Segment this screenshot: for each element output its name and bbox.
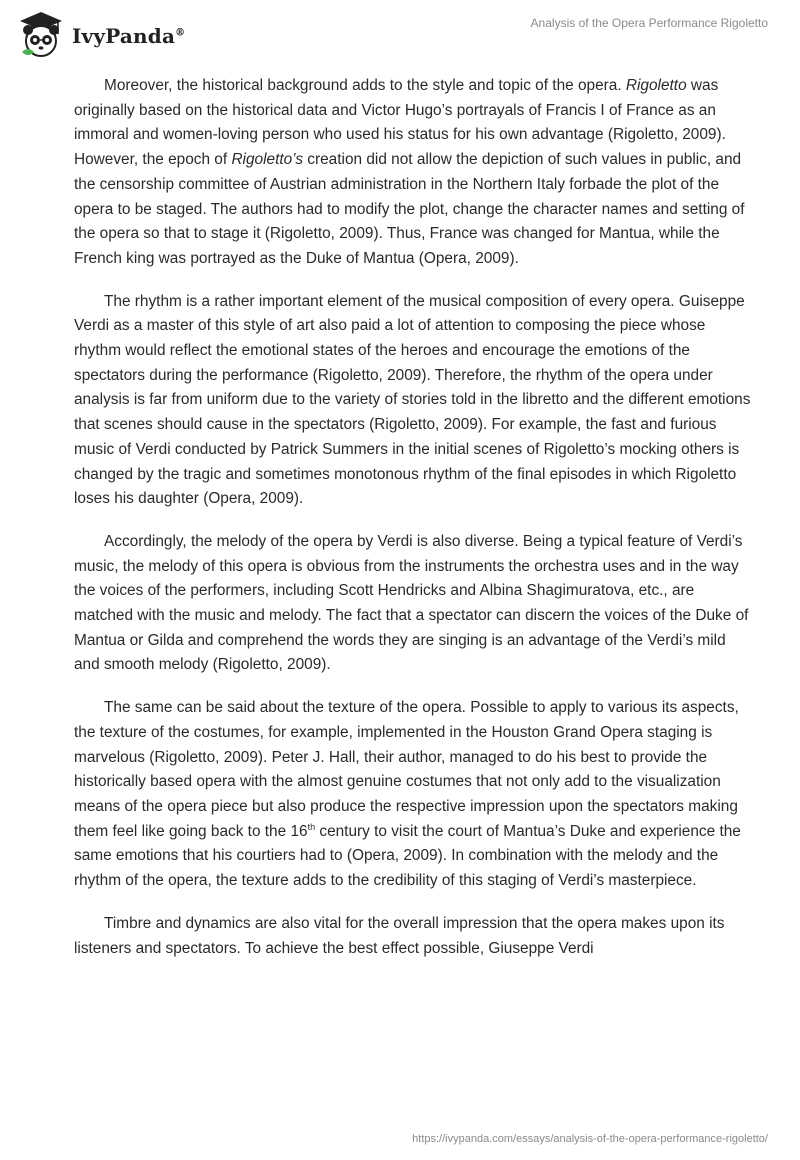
- essay-body: [74, 74, 752, 979]
- document-title: Analysis of the Opera Performance Rigoletto: [530, 16, 768, 30]
- paragraph-historical-background: Moreover, the historical background adds to the style and topic of the opera. Rigoletto was originally based on the historical data and Victor Hugo’s portrayals of Francis I of France as an immoral and women-loving person who used his status for his own advantage (Rigoletto, 2009). However, the epoch of Rigoletto’s creation did not allow the depiction of such values in public, and the censorship committee of Austrian administration in the Northern Italy forbade the plot of the opera to be staged. The authors had to modify the plot, change the character names and setting of the opera so that to stage it (Rigoletto, 2009). Thus, France was changed for Mantua, while the French king was portrayed as the Duke of Mantua (Opera, 2009).: [74, 77, 745, 267]
- paragraph-texture: The same can be said about the texture of the opera. Possible to apply to various its aspects, the texture of the costumes, for example, implemented in the Houston Grand Opera staging is marvelous (Rigoletto, 2009). Peter J. Hall, their author, managed to do his best to provide the historically based opera with the almost genuine costumes that not only add to the visualization means of the opera piece but also produce the respective impression upon the spectators making them feel like going back to the 16th century to visit the court of Mantua’s Duke and experience the same emotions that his courtiers had to (Opera, 2009). In combination with the melody and the rhythm of the opera, the texture adds to the credibility of this staging of Verdi’s masterpiece.: [74, 699, 741, 890]
- brand-name: IvyPanda®: [72, 24, 186, 48]
- paragraph-melody: Accordingly, the melody of the opera by Verdi is also diverse. Being a typical feature of Verdi’s music, the melody of this opera is obvious from the instruments the orchestra uses and in the way the voices of the performers, including Scott Hendricks and Albina Shagimuratova, etc., are matched with the music and melody. The fact that a spectator can discern the voices of the Duke of Mantua or Gilda and comprehend the words they are singing is an advantage of the Verdi’s mild and smooth melody (Rigoletto, 2009).: [74, 532, 749, 674]
- paragraph-rhythm: The rhythm is a rather important element of the musical composition of every opera. Guiseppe Verdi as a master of this style of art also paid a lot of attention to composing the piece whose rhythm would reflect the emotional states of the heroes and encourage the emotions of the spectators during the performance (Rigoletto, 2009). Therefore, the rhythm of the opera under analysis is far from uniform due to the variety of stories told in the libretto and the different emotions that scenes should cause in the spectators (Rigoletto, 2009). For example, the fast and furious music of Verdi conducted by Patrick Summers in the initial scenes of Rigoletto’s mocking others is changed by the tragic and sometimes monotonous rhythm of the final episodes in which Rigoletto loses his daughter (Opera, 2009).: [74, 292, 751, 508]
- source-url[interactable]: https://ivypanda.com/essays/analysis-of-the-opera-performance-rigoletto/: [412, 1133, 768, 1145]
- paragraph-timbre: Timbre and dynamics are also vital for the overall impression that the opera makes upon its listeners and spectators. To achieve the best effect possible, Giuseppe Verdi: [74, 914, 725, 957]
- brand-logo[interactable]: [14, 8, 185, 62]
- page-header: [0, 0, 800, 62]
- panda-graduate-logo-icon: [14, 8, 68, 62]
